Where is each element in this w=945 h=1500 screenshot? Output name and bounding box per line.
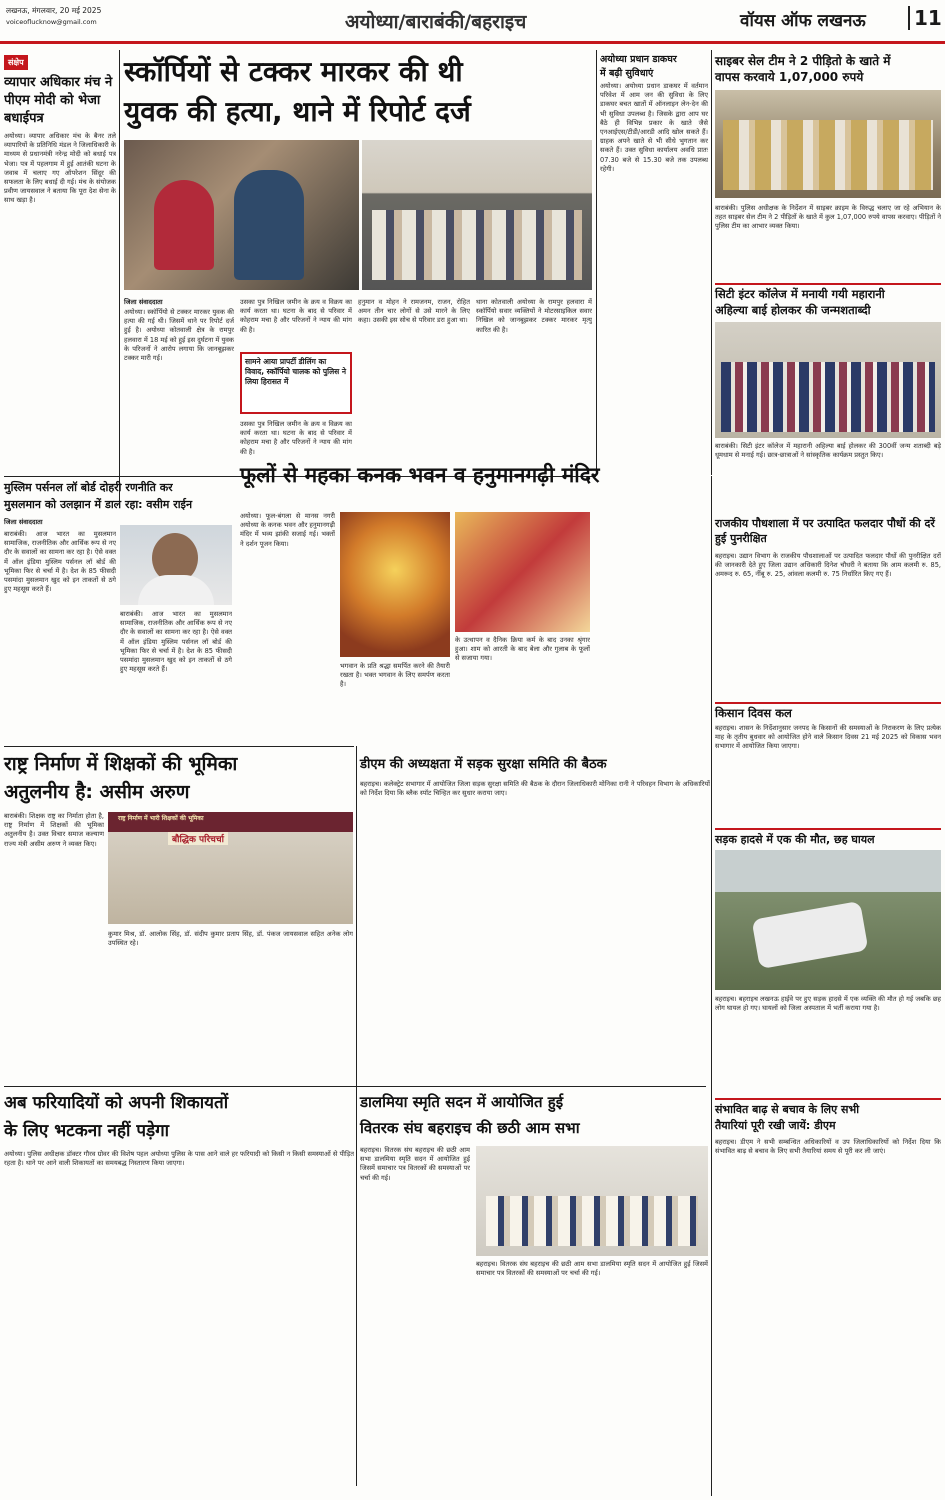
muslim-photo: [120, 525, 232, 605]
temple-body-3: के उत्थापन व दैनिक क्रिया कर्म के बाद उनका श्रृंगार हुआ। शाम को आरती के बाद बेला और गुलाब के फूलों से सजाया गया।: [455, 636, 590, 663]
brief-body: अयोध्या। व्यापार अधिकार मंच के बैनर तले व्यापारियों के प्रतिनिधि मंडल ने जिलाधिकारी के माध्यम से प्रधानमंत्री नरेन्द्र मोदी को बधाई पत्र भेजा। पत्र में पहलगाम में हुई आतंकी घटना के जवाब में चलाए गए ऑपरेशन सिंदूर की सफलता के लिए बधाई दी गई। मंच के संयोजक प्रवीण जायसवाल ने बताया कि पूरा देश सेना के साथ खड़ा है।: [4, 132, 116, 205]
cyber-head-2: वापस करवाये 1,07,000 रुपये: [715, 70, 864, 84]
kisan-body: बहराइच। शासन के निर्देशानुसार जनपद के किसानों की समस्याओं के निराकरण के लिए प्रत्येक माह के तृतीय बुधवार को आयोजित होने वाले किसान दिवस 21 मई 2025 को विकास भवन सभागार में आयोजित किया जाएगा।: [715, 724, 941, 751]
left-brief: [4, 50, 116, 505]
complaints-body: अयोध्या। पुलिस अधीक्षक डॉक्टर गौरव ग्रोवर की विशेष पहल अयोध्या पुलिस के पास आने वाले हर फरियादी को किसी न किसी समस्याओं से पीड़ित रहता है। थाने पर आने वाली शिकायतों का समयबद्ध निस्तारण किया जाएगा।: [4, 1150, 354, 1168]
website: voiceoflucknow@gmail.com: [6, 18, 97, 26]
ahilya-head-1: सिटी इंटर कॉलेज में मनायी गयी महारानी: [715, 287, 885, 301]
pullquote-text: सामने आया प्रापर्टी डीलिंग का विवाद, स्कॉर्पियो चालक को पुलिस ने लिया हिरासत में: [245, 357, 346, 386]
plant-headline: राजकीय पौधशाला में पर उत्पादित फलदार पौधों की दरें हुई पुनरीक्षित: [715, 517, 935, 545]
dalmia-headline-1: डालमिया स्मृति सदन में आयोजित हुई: [360, 1093, 564, 1111]
kisan-headline: किसान दिवस कल: [715, 706, 792, 720]
ahilya-body: बाराबंकी। सिटी इंटर कॉलेज में महारानी अहिल्या बाई होलकर की 300वीं जन्म शताब्दी बड़े धूमधाम से मनाई गई। छात्र-छात्राओं ने सांस्कृतिक कार्यक्रम प्रस्तुत किए।: [715, 442, 941, 460]
brief-tag: संक्षेप: [4, 55, 28, 70]
ahilya-photo: [715, 322, 941, 438]
section-label: अयोध्या/बाराबंकी/बहराइच: [345, 11, 527, 33]
lead-photo-protest: [362, 140, 592, 290]
muslim-body-2: बाराबंकी। आज भारत का मुसलमान सामाजिक, राजनीतिक और आर्थिक रूप से नए दौर के सवालों का सामना कर रहा है। ऐसे वक्त में ऑल इंडिया मुस्लिम पर्सनल लॉ बोर्ड की भूमिका फिर से चर्चा में है। देश के 85 फीसदी पसमांदा मुसलमान खुद को इन ताकतों से ठगे हुए महसूस करते हैं।: [120, 610, 232, 674]
cyber-photo: [715, 90, 941, 198]
lead-body-2: उसका पुत्र निखिल जमीन के क्रय व विक्रय का कार्य करता था। घटना के बाद से परिवार में कोहराम मचा है और परिजनों ने न्याय की मांग की है।: [240, 298, 352, 334]
muslim-head-1: मुस्लिम पर्सनल लॉ बोर्ड दोहरी रणनीति कर: [4, 481, 173, 494]
muslim-head-2: मुसलमान को उलझान में डाल रहा: वसीम राईन: [4, 498, 193, 511]
complaints-headline-1: अब फरियादियों को अपनी शिकायतों: [4, 1093, 229, 1113]
dalmia-body: बहराइच। वितरक संघ बहराइच की छठी आम सभा डालमिया स्मृति सदन में आयोजित हुई जिसमें समाचार पत्र वितरकों की समस्याओं पर चर्चा की गई।: [360, 1146, 470, 1182]
teachers-headline-1: राष्ट्र निर्माण में शिक्षकों की भूमिका: [4, 753, 238, 775]
lead-photo-family: [124, 140, 359, 290]
bank-head-1: अयोध्या प्रधान डाकघर: [600, 54, 677, 65]
accident-photo: [715, 850, 941, 990]
brief-headline: व्यापार अधिकार मंच ने पीएम मोदी को भेजा बधाईपत्र: [4, 75, 113, 126]
road-body: बहराइच। कलेक्ट्रेट सभागार में आयोजित जिला सड़क सुरक्षा समिति की बैठक के दौरान जिलाधिकारी मोनिका रानी ने परिवहन विभाग के अधिकारियों को निर्देश दिया कि ब्लैक स्पॉट चिन्हित कर सुधार कराया जाए।: [360, 780, 710, 798]
temple-body-2: भगवान के प्रति श्रद्धा समर्पित करने की तैयारी रखता है। भक्त भगवान के लिए समर्पण करता है।: [340, 662, 450, 689]
lead-pullquote: [240, 352, 352, 414]
lead-body-3: हनुमान व मोहन ने रामजनम, राजन, रोहित अमन तीन चार लोगों से उसे मारने के लिए कहा। उसकी इस सोच से परिवार डरा हुआ था।: [358, 298, 470, 325]
flood-headline-1: संभावित बाढ़ से बचाव के लिए सभी: [715, 1103, 860, 1116]
cyber-head-1: साइबर सेल टीम ने 2 पीड़ितो के खाते में: [715, 54, 891, 68]
dalmia-body-2: बहराइच। वितरक संघ बहराइच की छठी आम सभा डालमिया स्मृति सदन में आयोजित हुई जिसमें समाचार पत्र वितरकों की समस्याओं पर चर्चा की गई।: [476, 1260, 708, 1278]
lead-body-1: अयोध्या। स्कॉर्पियो से टक्कर मारकर युवक की हत्या की गई थी। जिसमें थाने पर रिपोर्ट दर्ज हुई है। अयोध्या कोतवाली क्षेत्र के रामपुर हलवारा में 18 मई को हुई इस दुर्घटना में युवक के परिजनों ने आरोप लगाया कि जानबूझकर टक्कर मारी गई।: [124, 308, 234, 363]
lead-headline-2: युवक की हत्या, थाने में रिपोर्ट दर्ज: [124, 95, 471, 128]
bank-head-2: में बढ़ी सुविधाएं: [600, 68, 654, 79]
dalmia-photo: [476, 1146, 708, 1256]
road-headline: डीएम की अध्यक्षता में सड़क सुरक्षा समिति की बैठक: [360, 757, 607, 772]
brand-name: वॉयस ऑफ लखनऊ: [740, 11, 866, 31]
teachers-body: बाराबंकी। शिक्षक राष्ट्र का निर्माता होता है, राष्ट्र निर्माण में शिक्षकों की भूमिका अतुलनीय है। उक्त विचार समाज कल्याण राज्य मंत्री असीम अरुण ने व्यक्त किए।: [4, 812, 104, 848]
bank-body: अयोध्या। अयोध्या प्रधान डाकघर में वर्तमान परिवेश में आम जन की सुविधा के लिए डाकघर बचत खातों में ऑनलाइन लेन-देन की भी सुविधा उपलब्ध है। जिसके द्वारा आप घर बैठे ही विभिन्न प्रकार के खाते जैसे एनआईएस/टीडी/आरडी आदि खोल सकते हैं। ग्राहक अपने खाते से भी सीधे भुगतान कर सकते हैं। उक्त सुविधा कार्यालय अवधि प्रातः 07.30 बजे से 15.30 बजे तक उपलब्ध रहेगी।: [600, 82, 708, 173]
ahilya-head-2: अहिल्या बाई होलकर की जन्मशताब्दी: [715, 303, 871, 317]
flood-body: बहराइच। डीएम ने सभी सम्बन्धित अधिकारियों व उप जिलाधिकारियों को निर्देश दिया कि संभावित बाढ़ से बचाव के लिए सभी तैयारियां समय से पूरी कर ली जाएं।: [715, 1138, 941, 1156]
lead-byline: जिला संवाददाता: [124, 298, 163, 306]
muslim-body: बाराबंकी। आज भारत का मुसलमान सामाजिक, राजनीतिक और आर्थिक रूप से नए दौर के सवालों का सामना कर रहा है। ऐसे वक्त में ऑल इंडिया मुस्लिम पर्सनल लॉ बोर्ड की भूमिका फिर से चर्चा में है। देश के 85 फीसदी पसमांदा मुसलमान खुद को इन ताकतों से ठगे हुए महसूस करते हैं।: [4, 530, 116, 594]
teachers-banner-sub: बौद्धिक परिचर्चा: [168, 832, 228, 845]
muslim-byline: जिला संवाददाता: [4, 518, 43, 526]
lead-body-2b: उसका पुत्र निखिल जमीन के क्रय व विक्रय का कार्य करता था। घटना के बाद से परिवार में कोहराम मचा है और परिजनों ने न्याय की मांग की है।: [240, 420, 352, 456]
dalmia-headline-2: वितरक संघ बहराइच की छठी आम सभा: [360, 1119, 580, 1137]
complaints-headline-2: के लिए भटकना नहीं पड़ेगा: [4, 1121, 170, 1141]
teachers-headline-2: अतुलनीय है: असीम अरुण: [4, 781, 190, 803]
page-number: 11: [908, 6, 942, 30]
lead-headline-1: स्कॉर्पियों से टक्कर मारकर की थी: [124, 55, 463, 88]
temple-headline: फूलों से महका कनक भवन व हनुमानगढ़ी मंदिर: [240, 463, 600, 487]
plant-body: बहराइच। उद्यान विभाग के राजकीय पौधशालाओं पर उत्पादित फलदार पौधों की पुनरीक्षित दरों की जानकारी देते हुए जिला उद्यान अधिकारी दिनेश चौधरी ने बताया कि आम कलमी रु. 85, अमरूद रु. 65, नींबू रु. 25, आंवला कलमी रु. 75 निर्धारित किए गए हैं।: [715, 552, 941, 579]
accident-body: बहराइच। बहराइच लखनऊ हाईवे पर हुए सड़क हादसे में एक व्यक्ति की मौत हो गई जबकि छह लोग घायल हो गए। घायलों को जिला अस्पताल में भर्ती कराया गया है।: [715, 995, 941, 1013]
masthead: [0, 0, 945, 44]
temple-photo-2: [455, 512, 590, 632]
teachers-body-2: कुमार मिश्र, डॉ. आलोक सिंह, डॉ. संदीप कुमार प्रताप सिंह, डॉ. पंकज जायसवाल सहित अनेक लोग उपस्थित रहे।: [108, 930, 353, 948]
accident-headline: सड़क हादसे में एक की मौत, छह घायल: [715, 833, 875, 846]
col-divider: [119, 50, 120, 505]
temple-body-1: अयोध्या। फूल-बंगला से मानस नगरी अयोध्या के कनक भवन और हनुमानगढ़ी मंदिर में भव्य झांकी सजाई गई। भक्तों ने दर्शन पूजन किया।: [240, 512, 335, 548]
lead-body-4: थाना कोतवाली अयोध्या के रामपुर हलवारा में स्कॉर्पियो सवार व्यक्तियों ने मोटरसाइकिल सवार निखिल को जानबूझकर टक्कर मारकर मृत्यु कारित की है।: [476, 298, 592, 334]
flood-headline-2: तैयारियां पूरी रखी जायें: डीएम: [715, 1119, 836, 1132]
cyber-body: बाराबंकी। पुलिस अधीक्षक के निर्देशन में साइबर क्राइम के विरुद्ध चलाए जा रहे अभियान के तहत साइबर सेल टीम ने 2 पीड़ितों के खाते में कुल 1,07,000 रुपये वापस करवाए। पीड़ितों ने पुलिस टीम का आभार व्यक्त किया।: [715, 204, 941, 231]
teachers-photo: [108, 812, 353, 924]
dateline: लखनऊ, मंगलवार, 20 मई 2025: [6, 6, 102, 15]
temple-photo: [340, 512, 450, 657]
teachers-banner-text: राष्ट्र निर्माण में भारी शिक्षकों की भूमिका: [118, 815, 204, 822]
